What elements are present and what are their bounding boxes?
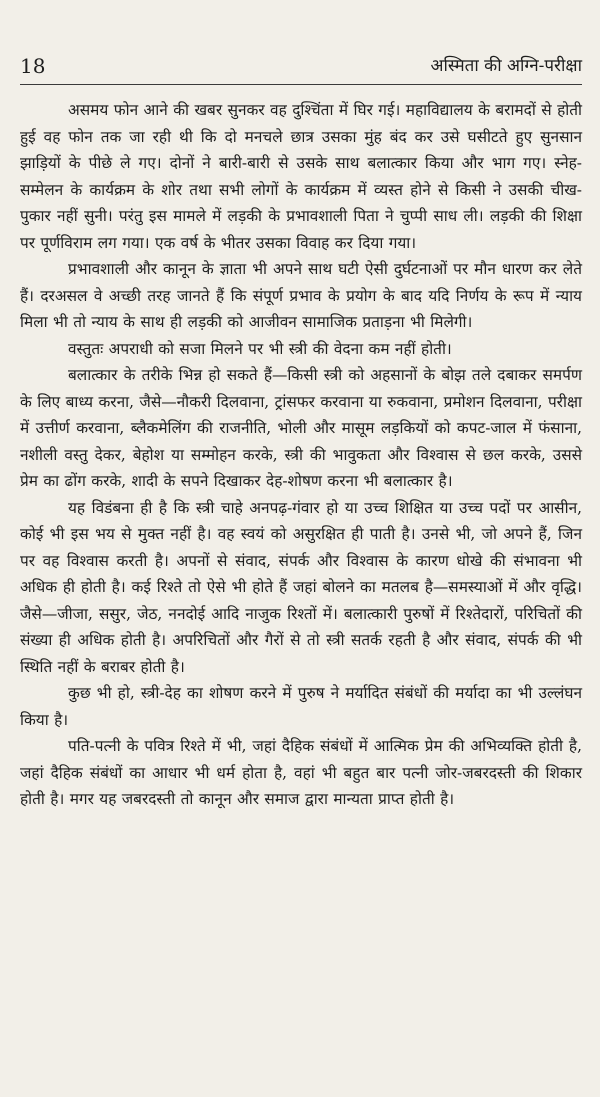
running-header (20, 44, 582, 85)
running-title: अस्मिता की अग्नि-परीक्षा (430, 56, 582, 76)
paragraph: वस्तुतः अपराधी को सजा मिलने पर भी स्त्री की वेदना कम नहीं होती। (68, 339, 452, 358)
paragraph: बलात्कार के तरीके भिन्न हो सकते हैं—किसी स्त्री को अहसानों के बोझ तले दबाकर समर्पण के लिए बाध्य करना, जैसे—नौकरी दिलवाना, ट्रांसफर करवाना या रुकवाना, प्रमोशन दिलवाना, परीक्षा में उत्तीर्ण करवाना, ब्लैकमेलिंग की राजनीति, भोली और मासूम लड़कियों को कपट-जाल में फंसाना, नशीली वस्तु देकर, बेहोश या सम्मोहन करके, स्त्री की भावुकता और विश्वास से छल करके, उससे प्रेम का ढोंग करके, शादी के सपने दिखाकर देह-शोषण करना भी बलात्कार है। (20, 366, 582, 490)
paragraph: कुछ भी हो, स्त्री-देह का शोषण करने में पुरुष ने मर्यादित संबंधों की मर्यादा का भी उल्लंघन किया है। (20, 684, 582, 729)
paragraph: प्रभावशाली और कानून के ज्ञाता भी अपने साथ घटी ऐसी दुर्घटनाओं पर मौन धारण कर लेते हैं। दरअसल वे अच्छी तरह जानते हैं कि संपूर्ण प्रभाव के प्रयोग के बाद यदि निर्णय के रूप में न्याय मिला भी तो न्याय के साथ ही लड़की को आजीवन सामाजिक प्रताड़ना भी मिलेगी। (20, 260, 582, 331)
paragraph: असमय फोन आने की खबर सुनकर वह दुश्चिंता में घिर गई। महाविद्यालय के बरामदों से होती हुई वह फोन तक जा रही थी कि दो मनचले छात्र उसका मुंह बंद कर उसे घसीटते हुए सुनसान झाड़ियों के पीछे ले गए। दोनों ने बारी-बारी से उसके साथ बलात्कार किया और भाग गए। स्नेह-सम्मेलन के कार्यक्रम के शोर तथा सभी लोगों के कार्यक्रम में व्यस्त होने से किसी ने उसकी चीख-पुकार नहीं सुनी। परंतु इस मामले में लड़की के प्रभावशाली पिता ने चुप्पी साध ली। लड़की की शिक्षा पर पूर्णविराम लग गया। एक वर्ष के भीतर उसका विवाह कर दिया गया। (20, 101, 582, 252)
paragraph: पति-पत्नी के पवित्र रिश्ते में भी, जहां दैहिक संबंधों में आत्मिक प्रेम की अभिव्यक्ति होती है, जहां दैहिक संबंधों का आधार भी धर्म होता है, वहां भी बहुत बार पत्नी जोर-जबरदस्ती की शिकार होती है। मगर यह जबरदस्ती तो कानून और समाज द्वारा मान्यता प्राप्त होती है। (20, 737, 582, 808)
body-text (20, 97, 582, 813)
paragraph: यह विडंबना ही है कि स्त्री चाहे अनपढ़-गंवार हो या उच्च शिक्षित या उच्च पदों पर आसीन, कोई भी इस भय से मुक्त नहीं है। वह स्वयं को असुरक्षित ही पाती है। उनसे भी, जो अपने हैं, जिन पर वह विश्वास करती है। अपनों से संवाद, संपर्क और विश्वास के कारण धोखे की संभावना भी अधिक ही होती है। कई रिश्ते तो ऐसे भी होते हैं जहां बोलने का मतलब है—समस्याओं में और वृद्धि। जैसे—जीजा, ससुर, जेठ, ननदोई आदि नाजुक रिश्तों में। बलात्कारी पुरुषों में रिश्तेदारों, परिचितों की संख्या ही अधिक होती है। अपरिचितों और गैरों से तो स्त्री सतर्क रहती है और संवाद, संपर्क की भी स्थिति नहीं के बराबर होती है। (20, 498, 582, 676)
page-number: 18 (20, 54, 46, 78)
